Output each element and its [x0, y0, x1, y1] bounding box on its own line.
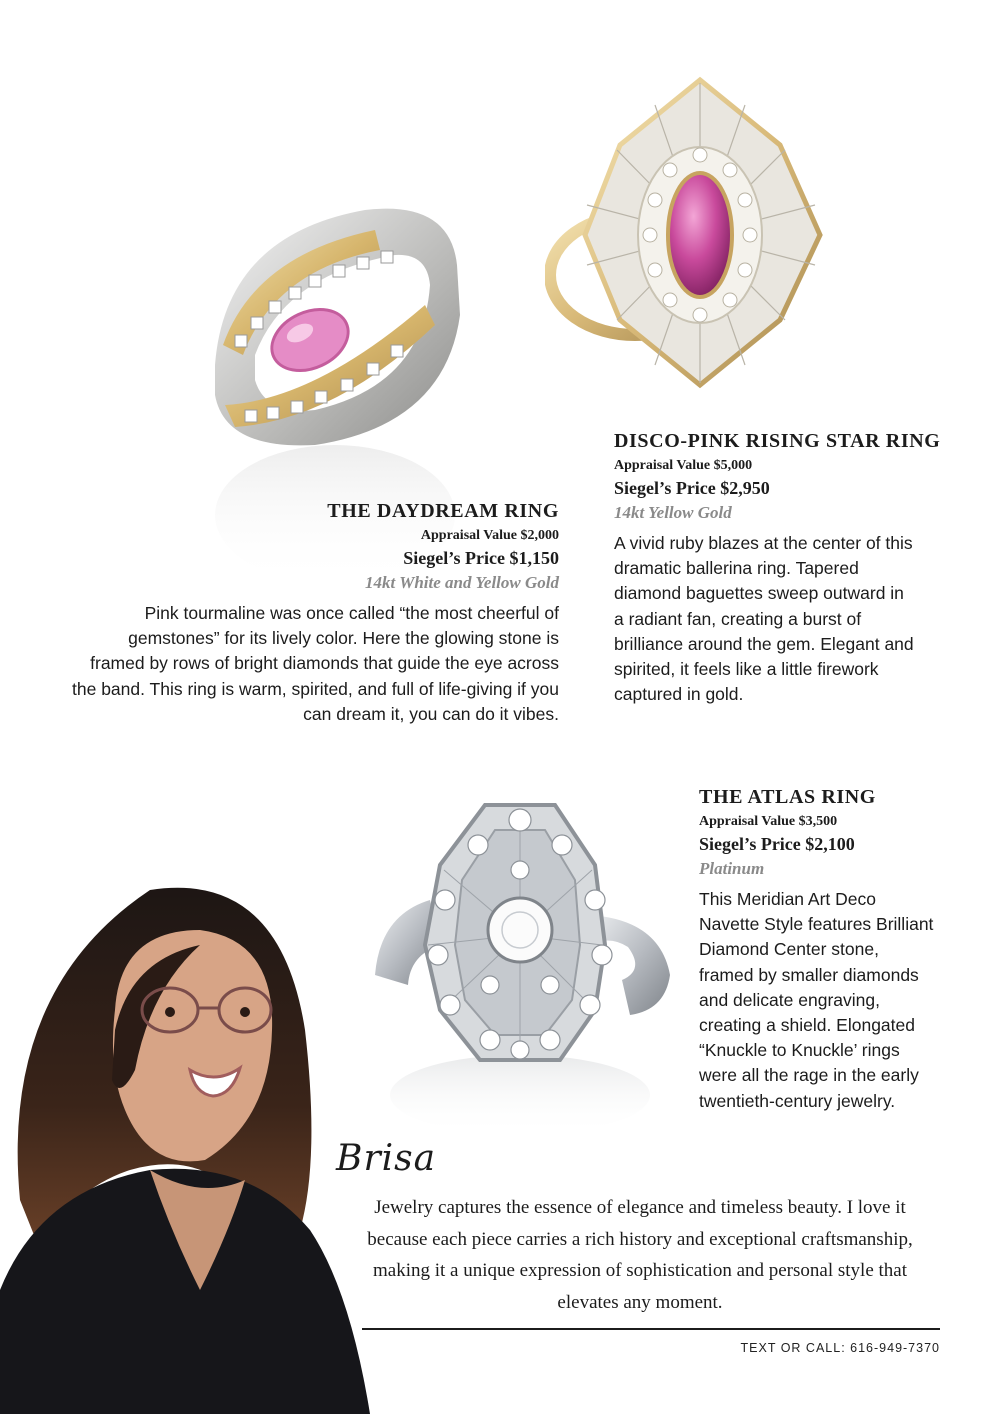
disco-pink-ring-block: [614, 430, 959, 707]
signature: Brisa: [336, 1138, 437, 1179]
portrait-image: [0, 870, 370, 1414]
divider: [362, 1328, 940, 1330]
atlas-ring-image: [360, 795, 680, 1135]
ring-description: Pink tourmaline was once called “the most cheerful of gemstones” for its lively color. Here the glowing stone is framed by rows of bright diamonds that guide the eye across the band. This ring is warm, spirited, and full of life-giving if you can dream it, you can do it vibes.: [72, 603, 559, 724]
metal-type: 14kt White and Yellow Gold: [365, 573, 559, 592]
ring-description: This Meridian Art Deco Navette Style features Brilliant Diamond Center stone, framed by smaller diamonds and delicate engraving, creating a shield. Elongated “Knuckle to Knuckle’ rings were all the rage in the early twentieth-century jewelry.: [699, 889, 934, 1111]
disco-pink-ring-image: [545, 75, 855, 405]
atlas-ring-block: [699, 786, 959, 1114]
ring-title: DISCO-PINK RISING STAR RING: [614, 430, 941, 452]
appraisal-value: Appraisal Value $5,000: [614, 458, 753, 473]
metal-type: 14kt Yellow Gold: [614, 503, 732, 522]
ring-title: THE DAYDREAM RING: [327, 500, 559, 522]
appraisal-value: Appraisal Value $2,000: [420, 528, 559, 543]
daydream-ring-block: [70, 500, 559, 727]
siegels-price: Siegel’s Price $2,100: [699, 834, 855, 854]
contact-line: TEXT OR CALL: 616-949-7370: [740, 1341, 940, 1355]
ring-description: A vivid ruby blazes at the center of this dramatic ballerina ring. Tapered diamond baguettes sweep outward in a radiant fan, creating a burst of brilliance around the gem. Elegant and spirited, it feels like a little firework captured in gold.: [614, 533, 914, 705]
siegels-price: Siegel’s Price $1,150: [403, 548, 559, 568]
testimonial-quote: Jewelry captures the essence of elegance and timeless beauty. I love it because each piece carries a rich history and exceptional craftsmanship, making it a unique expression of sophistication and personal style that elevates any moment.: [367, 1197, 913, 1313]
metal-type: Platinum: [699, 859, 765, 878]
appraisal-value: Appraisal Value $3,500: [699, 814, 838, 829]
ring-title: THE ATLAS RING: [699, 786, 876, 808]
siegels-price: Siegel’s Price $2,950: [614, 478, 770, 498]
